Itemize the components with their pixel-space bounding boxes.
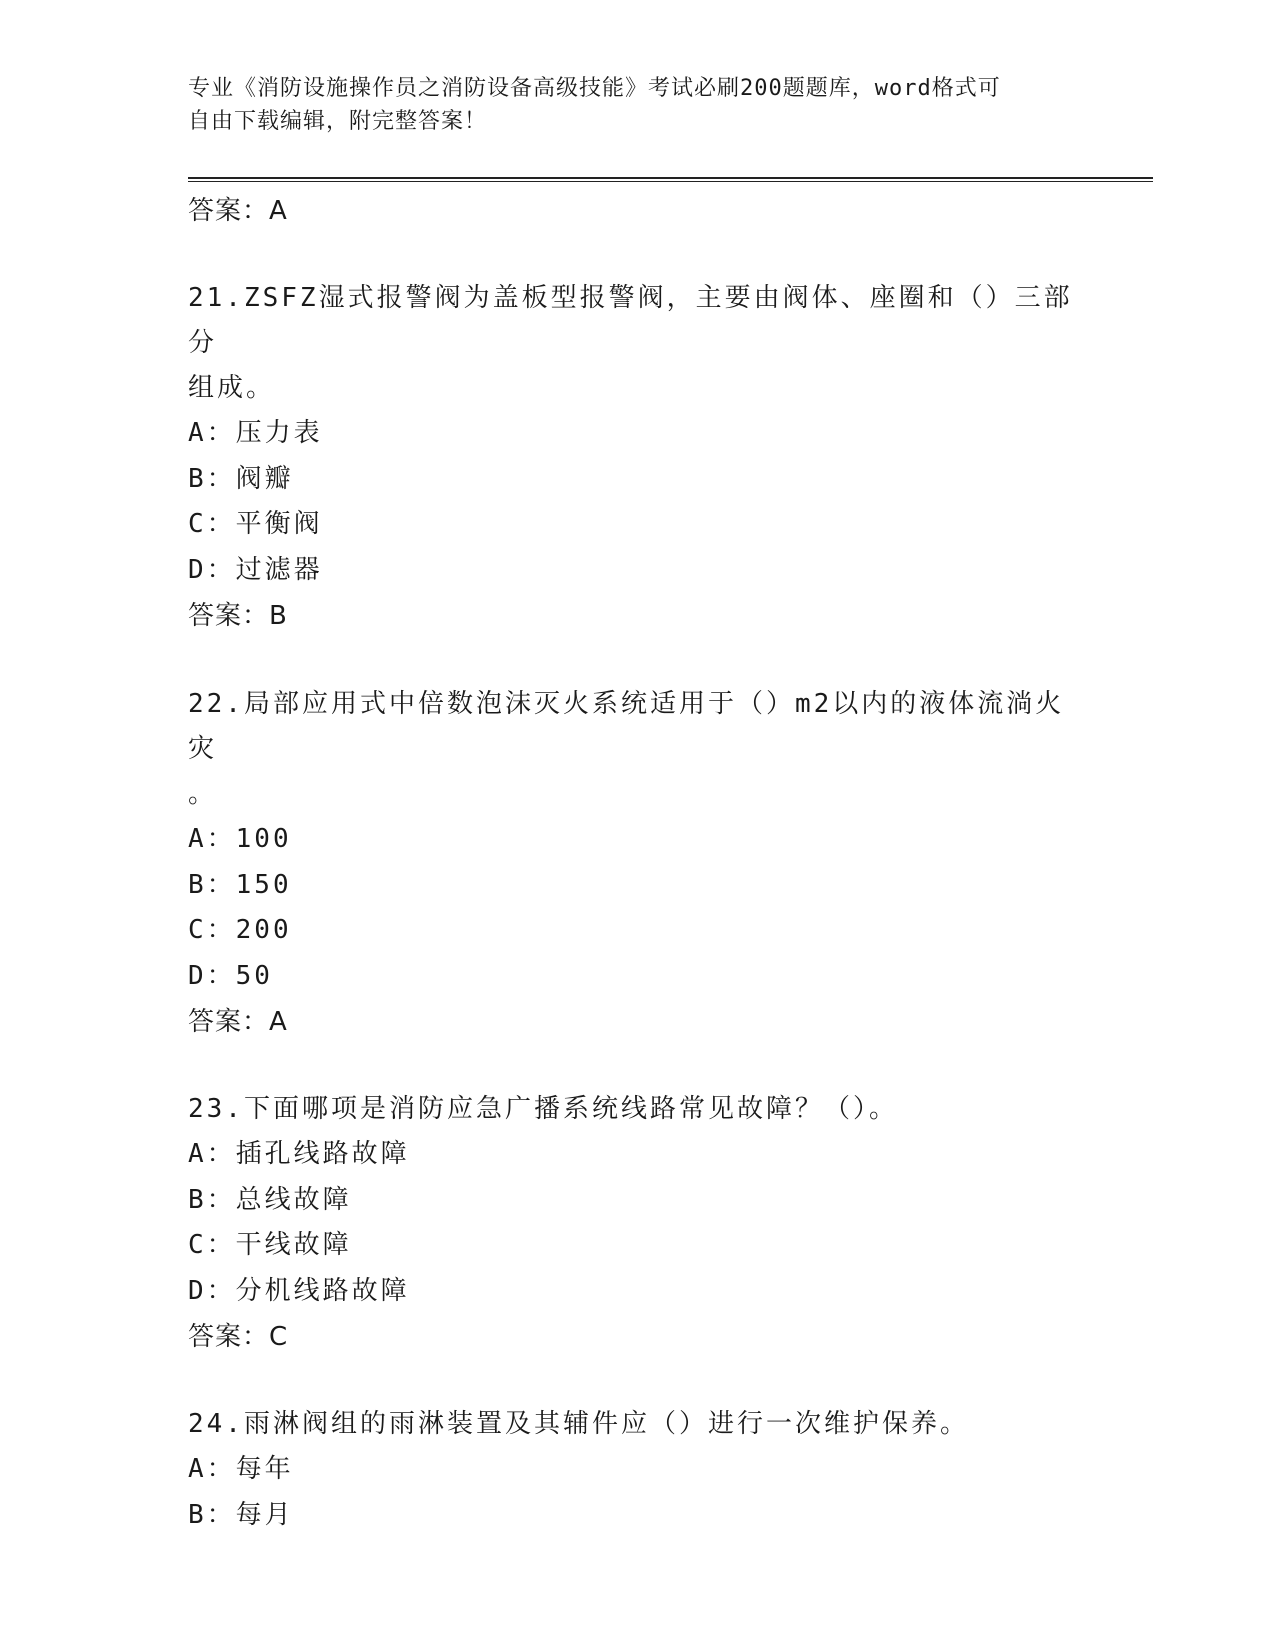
question-23 [188,1087,1088,1360]
option-d: D：过滤器 [188,554,323,585]
option-b: B：150 [188,869,292,900]
question-text [188,276,1088,411]
question-list [188,188,1088,1538]
question-21 [188,276,1088,639]
option-c: C：干线故障 [188,1230,352,1260]
question-text-line: 。 [188,779,218,809]
option-a: A：插孔线路故障 [188,1139,410,1169]
option-c: C：200 [188,915,292,945]
answer-line: 答案：A [188,196,288,226]
question-text-line: 23.下面哪项是消防应急广播系统线路常见故障？（）。 [188,1094,898,1124]
option-d: D：分机线路故障 [188,1275,410,1306]
option-a: A：压力表 [188,418,323,448]
option-b: B：总线故障 [188,1184,352,1215]
answer-line: 答案：C [188,1322,289,1352]
question-text-line: 组成。 [188,373,276,403]
option-b: B：每月 [188,1499,294,1530]
header-line-2: 自由下载编辑，附完整答案！ [188,109,488,134]
question-text [188,682,1088,817]
document-header [188,72,1068,138]
option-c: C：平衡阀 [188,509,323,539]
question-22 [188,682,1088,1045]
header-divider [188,177,1153,182]
option-d: D：50 [188,960,273,991]
answer-line: 答案：A [188,1007,288,1037]
header-line-1: 专业《消防设施操作员之消防设备高级技能》考试必刷200题题库，word格式可 [188,76,1001,101]
question-text-line: 22.局部应用式中倍数泡沫灭火系统适用于（）m2以内的液体流淌火灾 [188,689,1065,764]
question-text-line: 24.雨淋阀组的雨淋装置及其辅件应（）进行一次维护保养。 [188,1409,969,1439]
option-a: A：100 [188,824,292,854]
answer-line: 答案：B [188,601,288,631]
option-b: B：阀瓣 [188,463,294,494]
option-a: A：每年 [188,1454,294,1484]
question-24 [188,1402,1088,1538]
question-text [188,1087,1088,1132]
question-text [188,1402,1088,1447]
question-text-line: 21.ZSFZ湿式报警阀为盖板型报警阀，主要由阀体、座圈和（）三部分 [188,283,1073,358]
